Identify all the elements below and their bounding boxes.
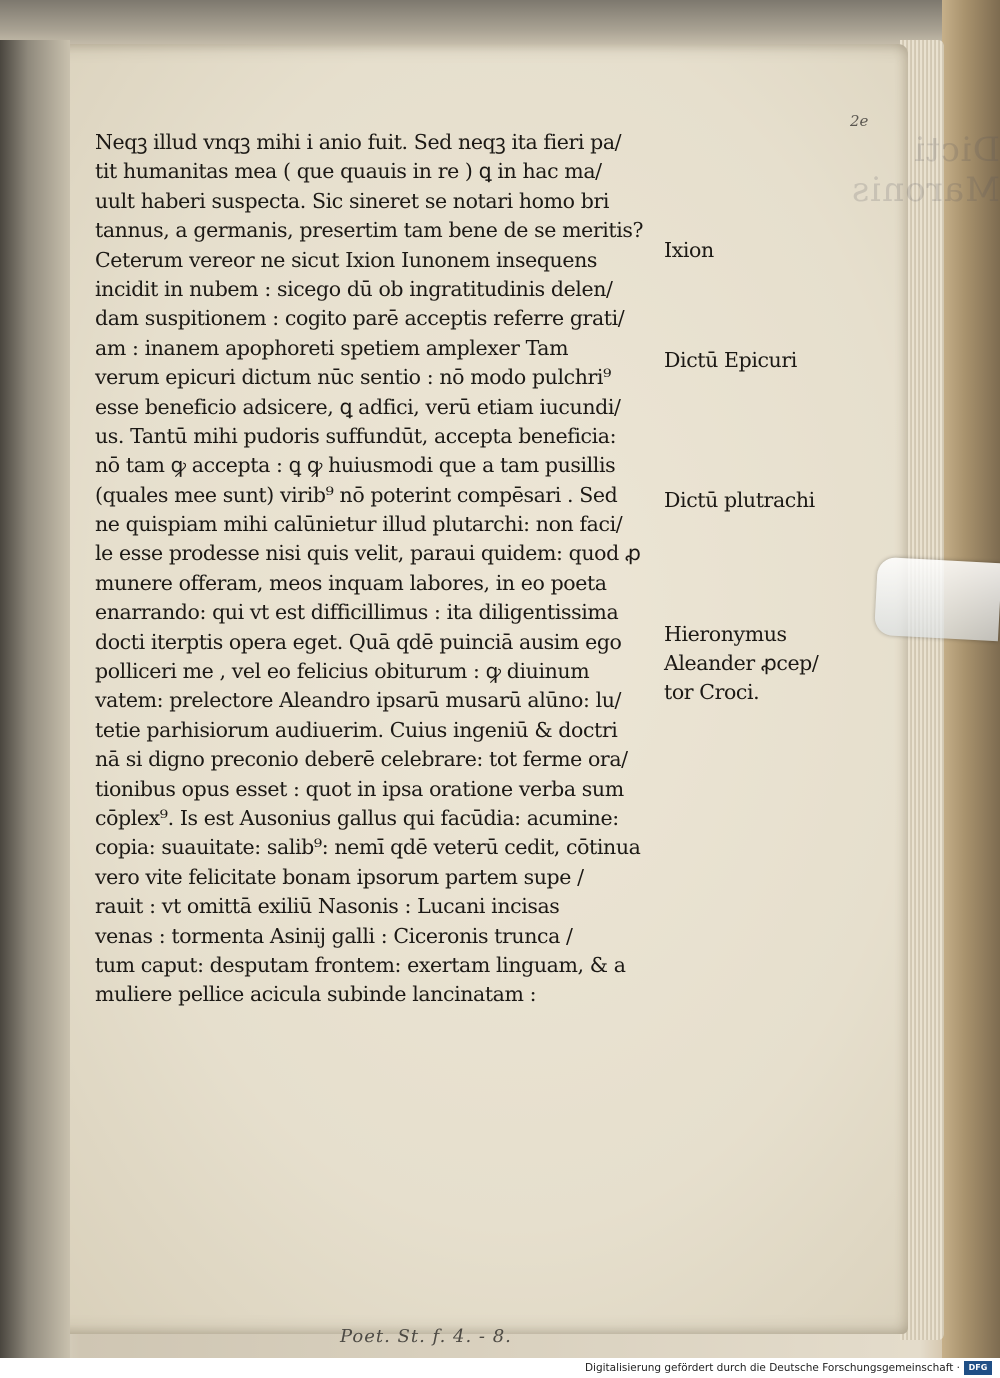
text-line: venas : tormenta Asinij galli : Ciceronis trunca / [95,923,573,948]
marginal-note-ixion: Ixion [664,238,714,262]
text-line: tannus, a germanis, presertim tam bene de se meritis? [95,218,644,243]
text-line: copia: suauitate: salib⁹: nemī qdē veterū cedit, cōtinua [95,835,641,860]
marginal-note-aleander: Aleander ꝓcep/ [664,651,819,675]
text-line: verum epicuri dictum nūc sentio : nō modo pulchri⁹ [95,365,611,390]
text-line: uult haberi suspecta. Sic sineret se notari homo bri [95,188,610,213]
text-line: muliere pellice acicula subinde lancinatam : [95,982,537,1007]
bleed-through-text: Dicti Maronis [850,130,1000,210]
text-line: vatem: prelectore Aleandro ipsarū musarū alūno: lu/ [95,688,622,713]
text-line: tetie parhisiorum audiuerim. Cuius ingeniū & doctri [95,717,618,742]
text-line: polliceri me , vel eo felicius obiturum : ꝙ diuinum [95,659,590,684]
marginal-note-hieronymus: Hieronymus [664,622,787,646]
text-line: ne quispiam mihi calūnietur illud plutarchi: non faci/ [95,512,623,537]
marginal-note-epicuri: Dictū Epicuri [664,348,797,372]
binding-top-edge [0,0,1000,50]
text-line: enarrando: qui vt est difficillimus : ita diligentissima [95,600,619,625]
text-line: docti iterptis opera eget. Quā qdē puinciā ausim ego [95,629,622,654]
text-line: am : inanem apophoreti spetiem amplexer Tam [95,335,569,360]
spine-shadow [0,40,70,1358]
text-line: (quales mee sunt) virib⁹ nō poterint compēsari . Sed [95,482,618,507]
text-line: us. Tantū mihi pudoris suffundūt, accepta beneficia: [95,423,617,448]
text-line: incidit in nubem : sicego dū ob ingratitudinis delen/ [95,276,613,301]
text-line: tionibus opus esset : quot in ipsa oratione verba sum [95,776,624,801]
text-line: Ceterum vereor ne sicut Ixion Iunonem insequens [95,247,598,272]
dfg-logo-icon: DFG [964,1361,992,1375]
text-line: esse beneficio adsicere, ꝗ adfici, verū etiam iucundi/ [95,394,621,419]
text-line: vero vite felicitate bonam ipsorum partem supe / [95,864,584,889]
text-line: munere offeram, meos inquam labores, in eo poeta [95,570,607,595]
folio-mark: 2e [850,112,869,130]
text-line: tum caput: desputam frontem: exertam linguam, & a [95,952,626,977]
shelf-mark: Poet. St. f. 4. - 8. [340,1326,512,1347]
marginal-note-plutarchi: Dictū plutrachi [664,488,815,512]
text-line: rauit : vt omittā exiliū Nasonis : Lucani incisas [95,894,560,919]
text-line: le esse prodesse nisi quis velit, paraui quidem: quod ꝓ [95,541,641,566]
text-line: cōplex⁹. Is est Ausonius gallus qui facūdia: acumine: [95,805,619,830]
text-line: Neqꝫ illud vnqꝫ mihi i anio fuit. Sed neqꝫ ita fieri pa/ [95,130,622,154]
dfg-credit: Digitalisierung gefördert durch die Deutsche Forschungsgemeinschaft · [584,1362,960,1374]
text-line: nō tam ꝙ accepta : ꝗ ꝙ huiusmodi que a tam pusillis [95,453,616,478]
marginal-note-croci: tor Croci. [664,680,760,704]
text-line: dam suspitionem : cogito parē acceptis referre grati/ [95,306,625,331]
text-line: tit humanitas mea ( que quauis in re ) ꝗ in hac ma/ [95,159,602,184]
plastic-page-clip [874,557,1000,641]
main-text-block [95,128,660,1010]
text-line: nā si digno preconio deberē celebrare: tot ferme ora/ [95,747,628,772]
